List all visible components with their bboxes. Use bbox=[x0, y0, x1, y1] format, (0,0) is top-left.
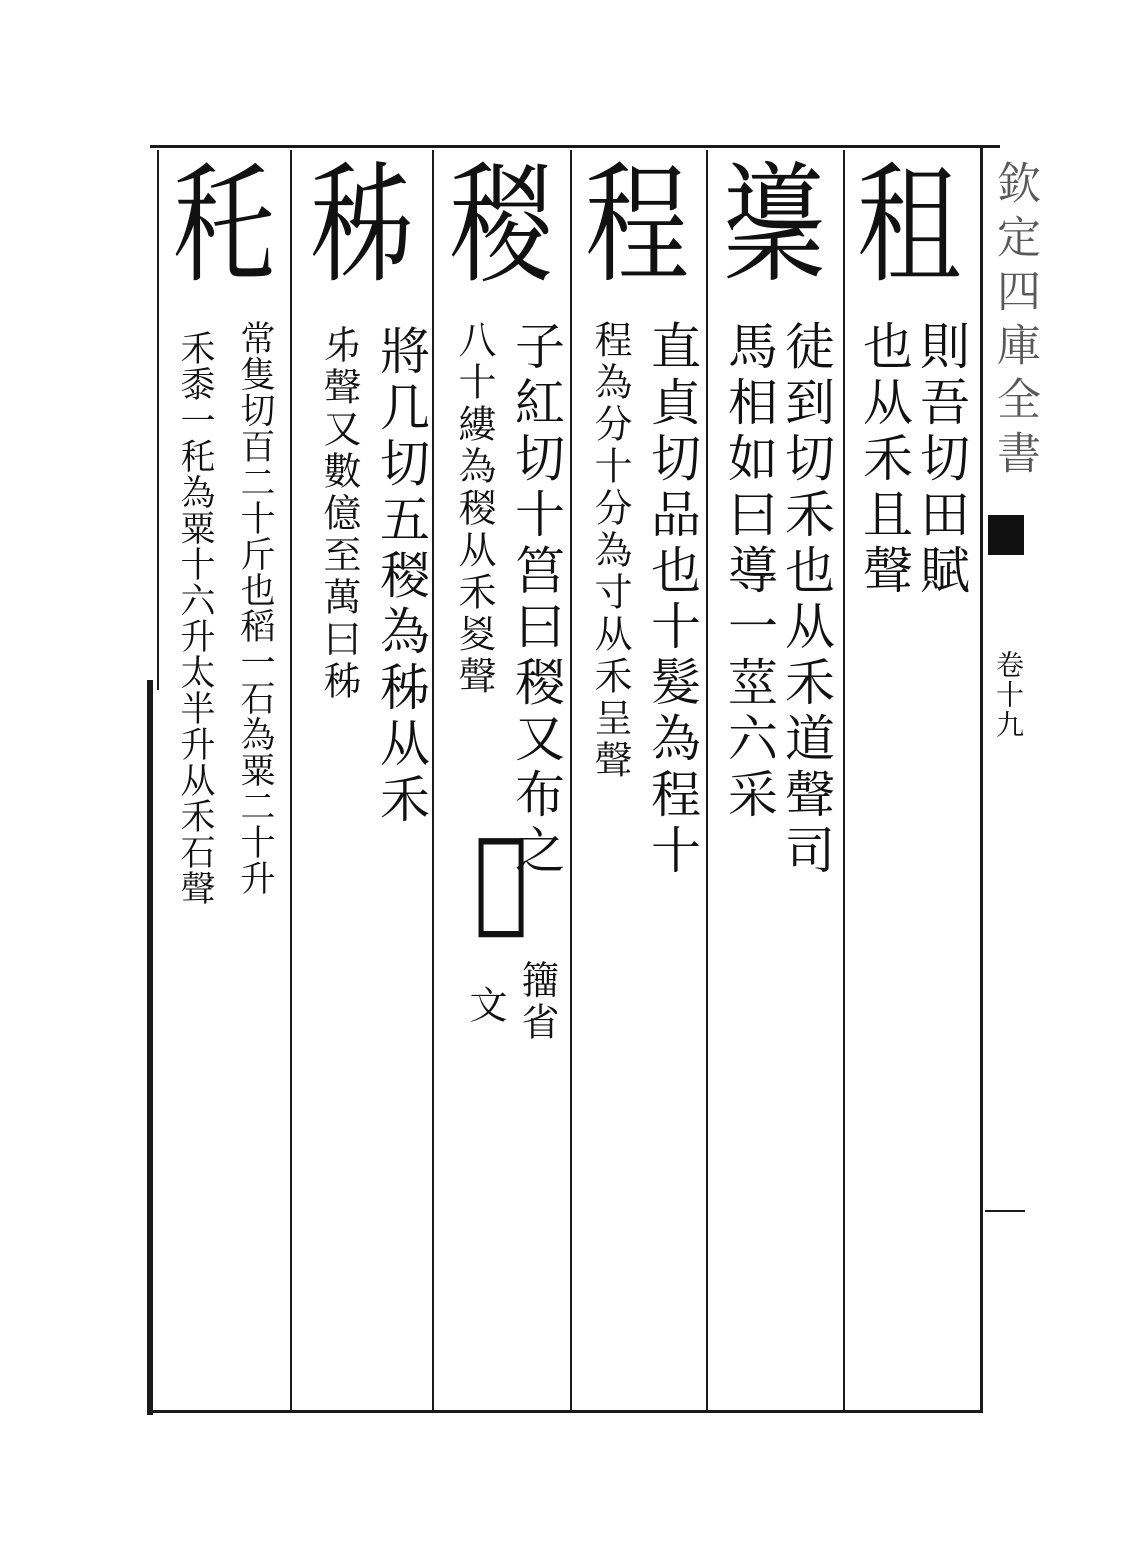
column-divider-1 bbox=[290, 150, 292, 1410]
headword-seal-glyph bbox=[442, 150, 560, 310]
headword-seal-glyph bbox=[578, 150, 696, 310]
gloss-column: 程為分十分為寸从禾呈聲 bbox=[588, 320, 632, 782]
variant-seal-glyph bbox=[442, 815, 560, 955]
gloss-column: 𠂔聲又數億至萬曰秭 bbox=[317, 325, 361, 703]
margin-book-title: 欽定四庫全書 bbox=[989, 160, 1040, 484]
headword-seal-glyph bbox=[165, 150, 283, 310]
gloss-column: 馬相如曰導一莖六采 bbox=[720, 320, 778, 824]
headword-seal-glyph bbox=[303, 150, 421, 310]
headword-text: 秭 bbox=[309, 148, 414, 302]
gloss-column: 禾黍一秅為粟十六升太半升从禾石聲 bbox=[175, 330, 215, 906]
frame-left-rule-upper bbox=[157, 150, 159, 690]
headword-text: 租 bbox=[856, 148, 961, 302]
column-divider-5 bbox=[843, 150, 845, 1410]
gloss-column: 直貞切品也十髮為程十 bbox=[643, 320, 701, 880]
gloss-column: 八十縷為稯从禾㚇聲 bbox=[452, 320, 496, 698]
gloss-column: 子紅切十筥曰稯又布之 bbox=[507, 320, 565, 880]
gloss-column: 則吾切田賦 bbox=[912, 320, 970, 600]
variant-glyph-text: 𥢤 bbox=[473, 813, 528, 945]
headword-text: 程 bbox=[584, 148, 689, 302]
gloss-column: 常隻切百二十斤也稻一石為粟二十升 bbox=[235, 320, 275, 896]
headword-text: 䆃 bbox=[721, 148, 826, 302]
headword-text: 秅 bbox=[171, 148, 276, 302]
frame-bottom-rule bbox=[150, 1410, 980, 1413]
headword-text: 稯 bbox=[448, 148, 553, 302]
gloss-column: 也从禾且聲 bbox=[855, 320, 913, 600]
headword-seal-glyph bbox=[850, 150, 968, 310]
margin-lower-rule bbox=[985, 1210, 1025, 1212]
headword-seal-glyph bbox=[715, 150, 833, 310]
gloss-column: 徒到切禾也从禾道聲司 bbox=[777, 320, 835, 880]
margin-juan-number: 卷十九 bbox=[992, 650, 1025, 740]
variant-label: 文 bbox=[463, 985, 507, 1027]
variant-label: 籒省 bbox=[515, 960, 559, 1044]
gloss-column: 將几切五稯為秭从禾 bbox=[372, 325, 430, 829]
fish-tail-mark bbox=[988, 515, 1024, 555]
frame-left-rule bbox=[147, 680, 153, 1415]
